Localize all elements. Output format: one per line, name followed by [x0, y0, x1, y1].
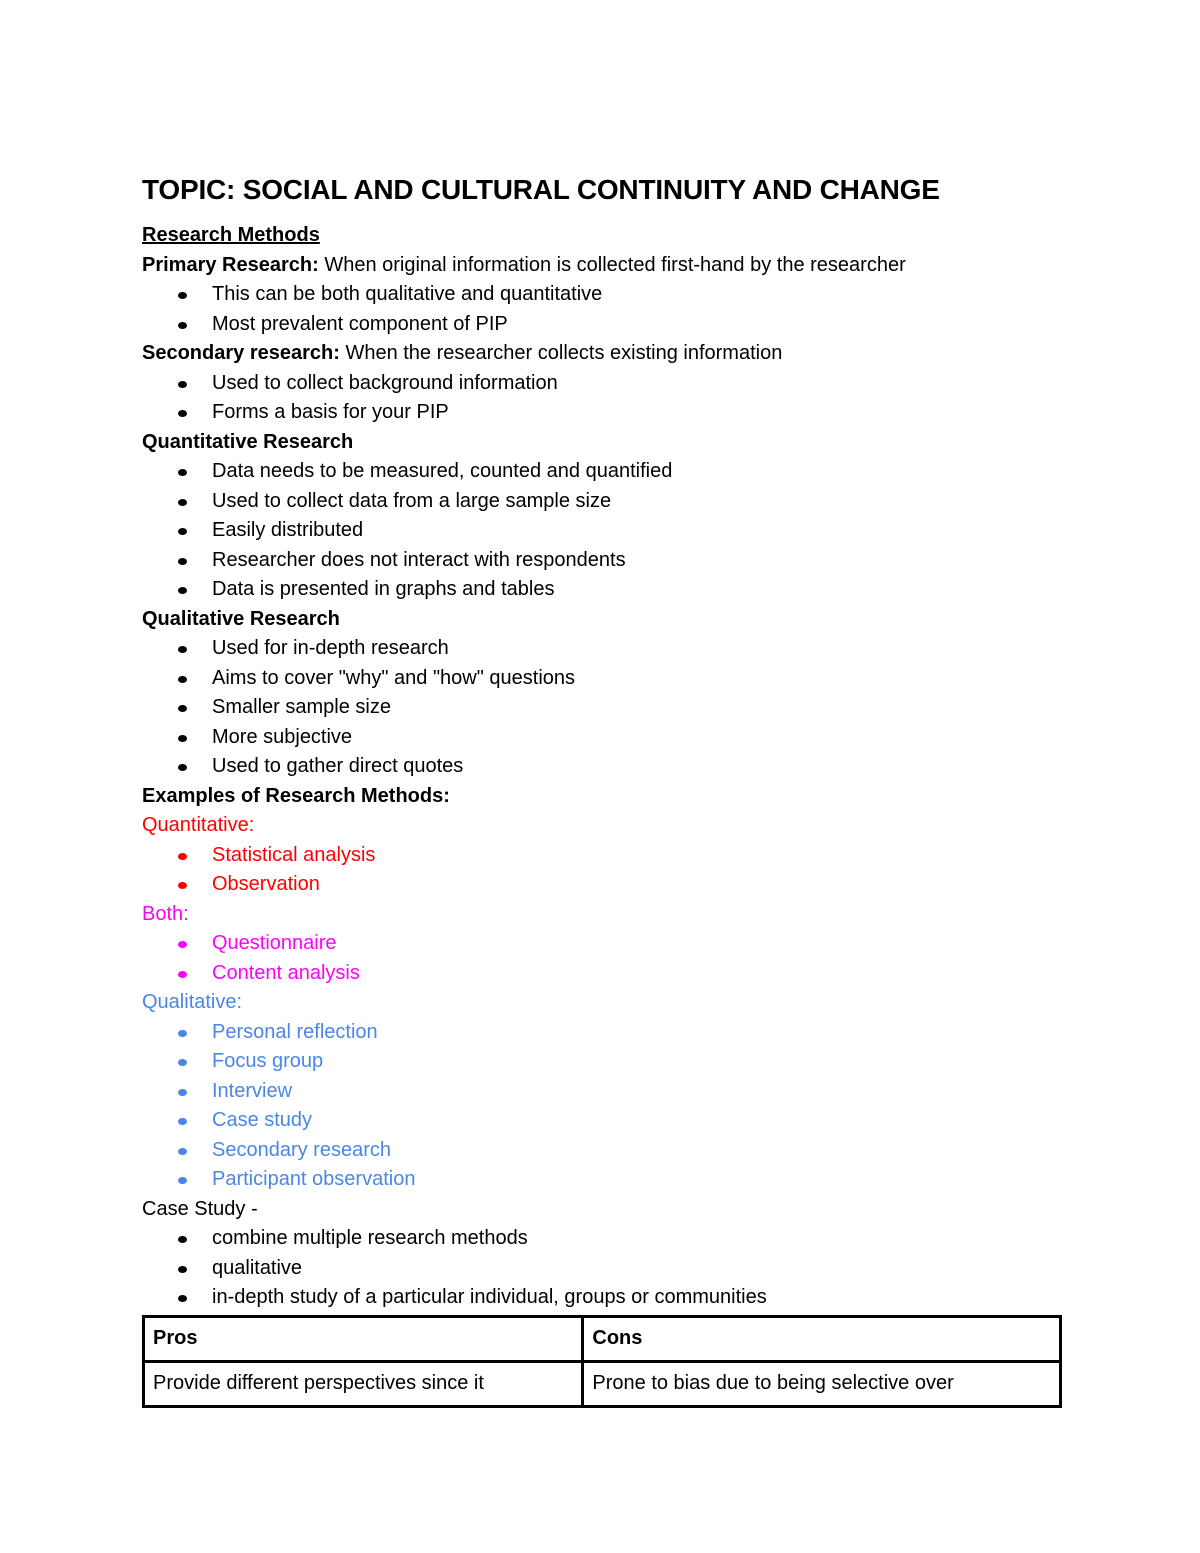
list-item: Statistical analysis — [142, 841, 1062, 871]
case-study-label: Case Study - — [142, 1197, 258, 1220]
examples-both-label: Both: — [142, 902, 189, 925]
list-item: Case study — [142, 1106, 1062, 1136]
bullet-icon — [178, 558, 187, 565]
list-item: Personal reflection — [142, 1018, 1062, 1048]
bullet-icon — [178, 1236, 187, 1243]
list-item: Focus group — [142, 1047, 1062, 1077]
secondary-bullets — [142, 369, 1062, 428]
bullet-icon — [178, 410, 187, 417]
research-methods-heading: Research Methods — [142, 224, 320, 246]
bullet-icon — [178, 1266, 187, 1273]
secondary-label: Secondary research: — [142, 342, 340, 364]
bullet-icon — [178, 941, 187, 948]
table-header-row — [144, 1316, 1061, 1361]
bullet-icon — [178, 853, 187, 860]
bullet-icon — [178, 705, 187, 712]
cons-header: Cons — [583, 1316, 1061, 1361]
examples-quantitative-list — [142, 841, 1062, 900]
examples-quantitative-label: Quantitative: — [142, 814, 255, 836]
pros-cell: Provide different perspectives since it — [144, 1361, 583, 1406]
bullet-icon — [178, 1059, 187, 1066]
list-item: Participant observation — [142, 1165, 1062, 1195]
quantitative-bullets — [142, 457, 1062, 605]
list-item: This can be both qualitative and quantitative — [142, 280, 1062, 310]
document-page — [142, 170, 1062, 1408]
quantitative-heading: Quantitative Research — [142, 430, 354, 453]
list-item: in-depth study of a particular individual, groups or communities — [142, 1283, 1062, 1313]
bullet-icon — [178, 1089, 187, 1096]
secondary-text: When the researcher collects existing information — [339, 342, 783, 364]
qualitative-bullets — [142, 634, 1062, 782]
bullet-icon — [178, 1030, 187, 1037]
list-item: Easily distributed — [142, 516, 1062, 546]
bullet-icon — [178, 1148, 187, 1155]
primary-text: When original information is collected first-hand by the researcher — [318, 253, 906, 276]
list-item: Observation — [142, 870, 1062, 900]
bullet-icon — [178, 971, 187, 978]
list-item: Used to gather direct quotes — [142, 752, 1062, 782]
bullet-icon — [178, 882, 187, 889]
pros-cons-table — [142, 1315, 1062, 1408]
examples-qualitative-list — [142, 1018, 1062, 1195]
case-study-bullets — [142, 1224, 1062, 1313]
list-item: Aims to cover "why" and "how" questions — [142, 664, 1062, 694]
list-item: Secondary research — [142, 1136, 1062, 1166]
list-item: Data is presented in graphs and tables — [142, 575, 1062, 605]
secondary-research-line — [142, 339, 1062, 369]
list-item: Most prevalent component of PIP — [142, 310, 1062, 340]
pros-header: Pros — [144, 1316, 583, 1361]
list-item: Data needs to be measured, counted and quantified — [142, 457, 1062, 487]
section-heading — [142, 221, 1062, 251]
list-item: Forms a basis for your PIP — [142, 398, 1062, 428]
page-title: TOPIC: SOCIAL AND CULTURAL CONTINUITY AND CHANGE — [142, 174, 940, 205]
list-item: More subjective — [142, 723, 1062, 753]
list-item: Questionnaire — [142, 929, 1062, 959]
list-item: qualitative — [142, 1254, 1062, 1284]
list-item: Smaller sample size — [142, 693, 1062, 723]
bullet-icon — [178, 735, 187, 742]
bullet-icon — [178, 676, 187, 683]
bullet-icon — [178, 1295, 187, 1302]
examples-qualitative-label: Qualitative: — [142, 991, 243, 1013]
examples-both-list — [142, 929, 1062, 988]
primary-label: Primary Research: — [142, 253, 319, 276]
bullet-icon — [178, 469, 187, 476]
cons-cell: Prone to bias due to being selective over — [583, 1361, 1061, 1406]
table-row — [144, 1361, 1061, 1406]
examples-heading: Examples of Research Methods: — [142, 784, 450, 807]
primary-bullets — [142, 280, 1062, 339]
bullet-icon — [178, 764, 187, 771]
bullet-icon — [178, 381, 187, 388]
bullet-icon — [178, 499, 187, 506]
bullet-icon — [178, 528, 187, 535]
bullet-icon — [178, 1177, 187, 1184]
bullet-icon — [178, 646, 187, 653]
list-item: Interview — [142, 1077, 1062, 1107]
list-item: Used to collect data from a large sample size — [142, 487, 1062, 517]
list-item: Content analysis — [142, 959, 1062, 989]
bullet-icon — [178, 292, 187, 299]
bullet-icon — [178, 322, 187, 329]
primary-research-line — [142, 251, 1062, 281]
list-item: combine multiple research methods — [142, 1224, 1062, 1254]
bullet-icon — [178, 587, 187, 594]
list-item: Used to collect background information — [142, 369, 1062, 399]
qualitative-heading: Qualitative Research — [142, 607, 340, 630]
list-item: Researcher does not interact with respondents — [142, 546, 1062, 576]
list-item: Used for in-depth research — [142, 634, 1062, 664]
bullet-icon — [178, 1118, 187, 1125]
